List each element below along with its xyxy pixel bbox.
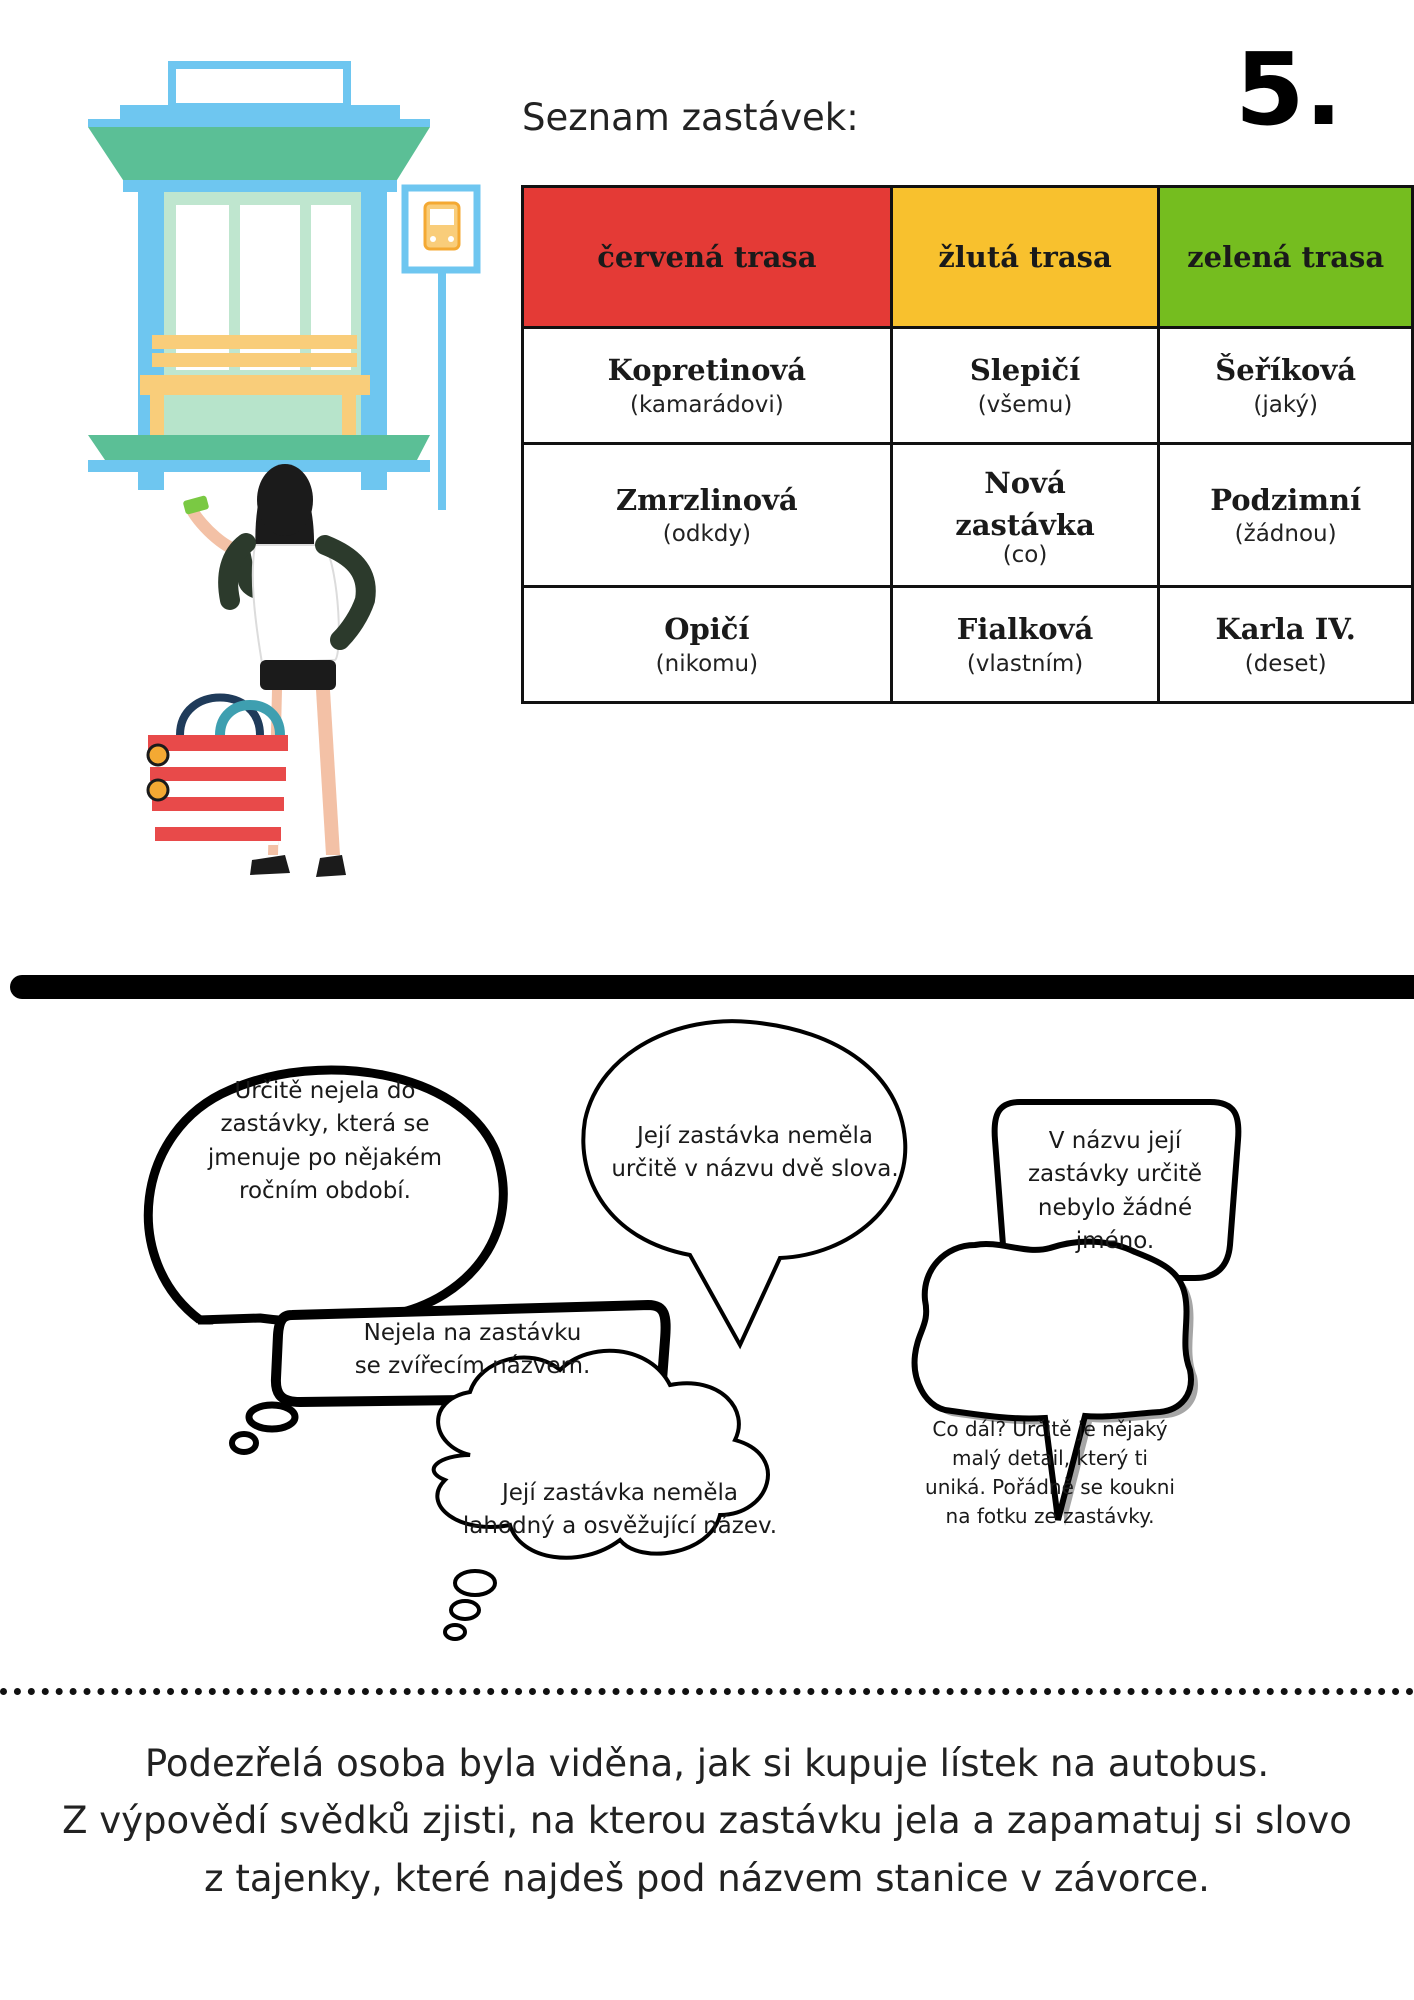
bubble-text-hint: Co dál? Určitě je nějaký malý detail, který ti uniká. Pořádně se koukni na fotku ze zastávky. [925,1417,1175,1528]
stop-hint: (odkdy) [662,521,751,548]
section-divider [10,975,1414,999]
stop-cell [523,328,892,444]
instruction-line: Z výpovědí svědků zjisti, na kterou zastávku jela a zapamatuj si slovo [62,1799,1352,1843]
stop-list-title: Seznam zastávek: [522,96,859,139]
stop-cell [891,444,1159,587]
stop-hint: (jaký) [1253,391,1318,418]
stop-name: Zmrzlinová [616,482,798,517]
stop-hint: (žádnou) [1234,521,1337,548]
stop-table [521,185,1414,704]
stop-hint: (deset) [1244,650,1327,677]
dotted-divider [0,1688,1414,1695]
stop-cell [1159,587,1413,703]
stop-name: Opičí [664,612,750,647]
stop-name: Fialková [956,612,1094,647]
stop-hint: (vlastním) [966,650,1084,677]
route-header-yellow: žlutá trasa [891,187,1159,328]
stop-hint: (nikomu) [655,650,759,677]
stop-name: Nová zastávka [955,465,1095,542]
bubble-text-refreshing: Její zastávka neměla lahodný a osvěžující název. [462,1480,778,1540]
table-row [523,328,1413,444]
stop-cell [523,444,892,587]
stop-name: Slepičí [969,353,1081,388]
bus-stop-shelter-icon [88,65,430,490]
stop-cell [1159,444,1413,587]
instruction-line: z tajenky, které najdeš pod názvem stanice v závorce. [204,1856,1210,1900]
stop-hint: (kamarádovi) [630,391,784,418]
stop-name: Karla IV. [1215,612,1356,647]
stop-hint: (všemu) [977,391,1073,418]
task-instructions [60,1735,1354,1907]
beach-bag-icon [148,698,288,846]
bubble-text-no-name: V názvu její zastávky určitě nebylo žádné jméno. [1027,1128,1203,1255]
instruction-line: Podezřelá osoba byla viděna, jak si kupuje lístek na autobus. [144,1742,1270,1785]
stop-cell [523,587,892,703]
stop-cell [1159,328,1413,444]
bubble-text-two-words: Její zastávka neměla určitě v názvu dvě slova. [611,1123,899,1183]
stop-cell [891,328,1159,444]
page-number: 5. [1235,31,1343,148]
stop-hint: (co) [1002,542,1048,569]
stop-name: Šeříková [1215,353,1357,388]
bus-stop-illustration [80,55,500,905]
bubble-text-animal: Nejela na zastávku se zvířecím názvem. [354,1320,591,1380]
stop-name: Kopretinová [607,353,807,388]
route-header-red: červená trasa [523,187,892,328]
bubble-text-season: Určitě nejela do zastávky, která se jmenuje po nějakém ročním období. [207,1078,443,1205]
stop-cell [891,587,1159,703]
route-header-green: zelená trasa [1159,187,1413,328]
table-row [523,444,1413,587]
stop-name: Podzimní [1210,482,1362,517]
table-row [523,587,1413,703]
